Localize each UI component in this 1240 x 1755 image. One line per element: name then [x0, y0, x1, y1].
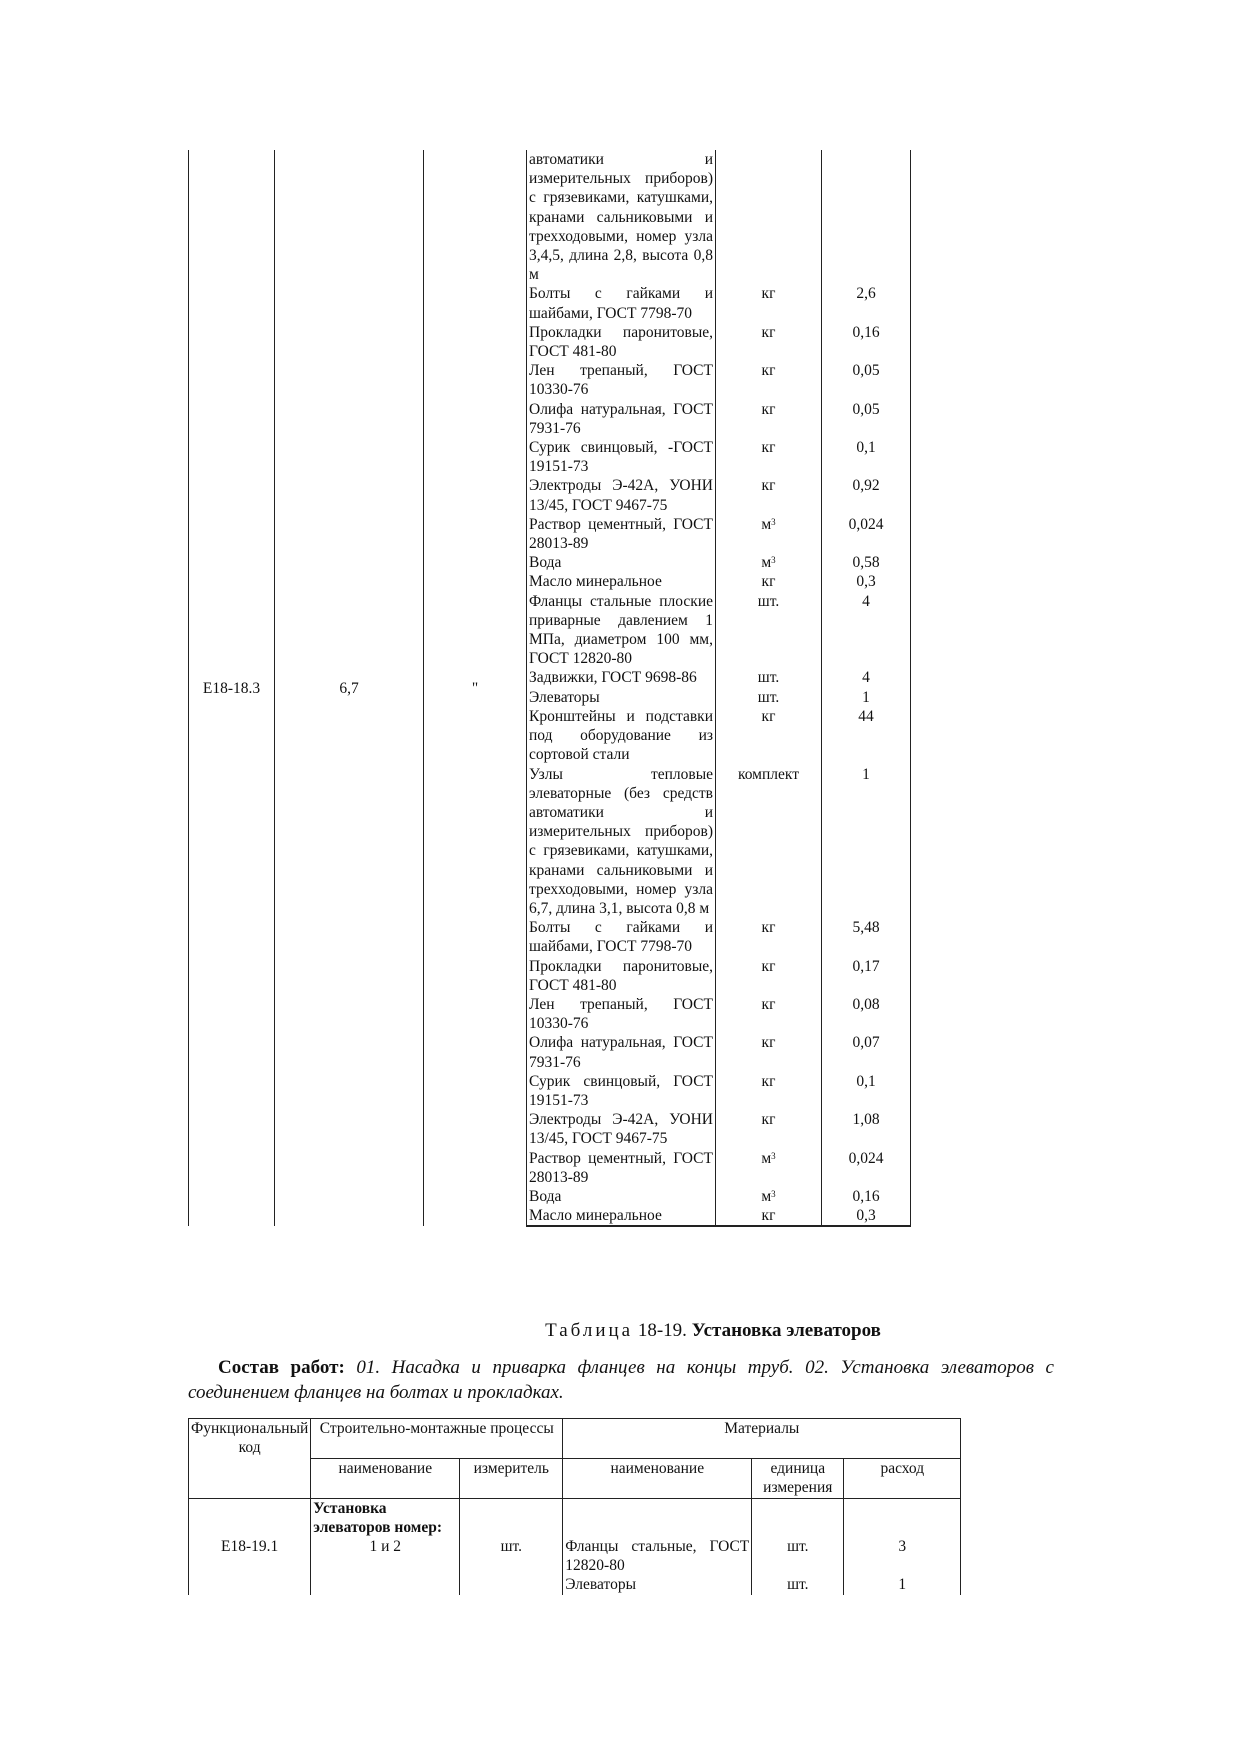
material-name: Болты с гайками и шайбами, ГОСТ 7798-70: [527, 284, 716, 322]
unit-text: кг: [761, 1207, 776, 1225]
caption-prefix: Таблица: [545, 1320, 634, 1341]
material-amount: 0,024: [822, 1149, 911, 1187]
unit-text: шт.: [757, 669, 780, 687]
row-process: 1 и 2: [369, 1538, 402, 1556]
material-unit: [716, 572, 822, 591]
material-name: Сурик свинцовый, -ГОСТ 19151-73: [527, 438, 716, 476]
material-name: Фланцы стальные, ГОСТ 12820-80: [565, 1538, 750, 1575]
unit-text: кг: [761, 1034, 776, 1052]
unit-text: кг: [761, 400, 776, 418]
material-name: автоматики и измерительных приборов) с грязевиками, катушками, кранами сальниковыми и трехходовыми, номер узла 3,4,5, длина 2,8, высота 0,8 м: [527, 150, 716, 284]
material-name: Прокладки паронитовые, ГОСТ 481-80: [527, 957, 716, 995]
material-amount: 1,08: [822, 1110, 911, 1148]
material-name: Сурик свинцовый, ГОСТ 19151-73: [527, 1072, 716, 1110]
material-name: Раствор цементный, ГОСТ 28013-89: [527, 515, 716, 553]
material-row: [189, 150, 911, 284]
header-amount: расход: [844, 1459, 961, 1499]
material-name: Фланцы стальные плоские приварные давлением 1 МПа, диаметром 100 мм, ГОСТ 12820-80: [527, 592, 716, 669]
material-unit: [716, 995, 822, 1033]
material-amount: 1: [822, 688, 911, 707]
unit-text: м: [761, 1149, 772, 1167]
header-processes: Строительно-монтажные процессы: [311, 1419, 563, 1459]
material-unit: [716, 1033, 822, 1071]
material-amount: 2,6: [822, 284, 911, 322]
material-amount: 0,024: [822, 515, 911, 553]
material-unit: [716, 1149, 822, 1187]
elevator-installation-table: [188, 1418, 961, 1595]
material-name: Элеваторы: [565, 1576, 636, 1594]
material-amount: 0,17: [822, 957, 911, 995]
material-amount: 0,92: [822, 476, 911, 514]
material-unit: [716, 476, 822, 514]
unit-text: шт.: [757, 688, 780, 706]
row-units-cell: [752, 1499, 844, 1595]
caption-number: 18-19.: [637, 1320, 687, 1341]
material-unit: [716, 1110, 822, 1148]
material-amount: 4: [822, 668, 911, 687]
material-amount: 0,3: [822, 572, 911, 591]
material-amount: 0,08: [822, 995, 911, 1033]
row-materials-cell: [563, 1499, 752, 1595]
material-name: Олифа натуральная, ГОСТ 7931-76: [527, 400, 716, 438]
process-cell: 6,7: [275, 150, 424, 1226]
row-amounts-cell: [844, 1499, 961, 1595]
material-amount: 0,05: [822, 400, 911, 438]
material-amount: 0,07: [822, 1033, 911, 1071]
material-unit: [716, 284, 822, 322]
material-name: Вода: [527, 553, 716, 572]
material-name: Вода: [527, 1187, 716, 1206]
material-name: Лен трепаный, ГОСТ 10330-76: [527, 995, 716, 1033]
material-unit: [716, 1187, 822, 1206]
row-code: Е18-19.1: [221, 1538, 279, 1555]
unit-text: кг: [761, 439, 776, 457]
unit-text: шт.: [757, 592, 780, 610]
material-name: Болты с гайками и шайбами, ГОСТ 7798-70: [527, 918, 716, 956]
material-amount: 0,3: [822, 1206, 911, 1226]
unit-superscript: 3: [771, 1188, 776, 1199]
materials-continuation-table: [188, 150, 911, 1227]
header-process-name: наименование: [311, 1459, 460, 1499]
unit-text: кг: [761, 573, 776, 591]
material-amount: 0,16: [822, 1187, 911, 1206]
material-unit: [716, 553, 822, 572]
material-amount: 0,1: [822, 438, 911, 476]
unit-text: кг: [761, 285, 776, 303]
material-unit: [716, 592, 822, 669]
unit-text: комплект: [737, 765, 800, 783]
material-name: Кронштейны и подставки под оборудование из сортовой стали: [527, 707, 716, 765]
composition-label: Состав работ:: [218, 1357, 345, 1378]
unit-text: м: [761, 515, 772, 533]
unit-text: кг: [761, 1072, 776, 1090]
work-composition: [188, 1355, 1054, 1405]
material-unit: [716, 918, 822, 956]
material-amount: 3: [898, 1538, 907, 1555]
material-unit: [716, 515, 822, 553]
material-unit: [716, 438, 822, 476]
material-amount: 4: [822, 592, 911, 669]
header-material-name: наименование: [563, 1459, 752, 1499]
meter-cell: ": [424, 150, 527, 1226]
unit-superscript: 3: [771, 1150, 776, 1161]
unit-text: кг: [761, 995, 776, 1013]
material-unit: [716, 668, 822, 687]
material-name: Узлы тепловые элеваторные (без средств автоматики и измерительных приборов) с грязевиками, катушками, кранами сальниковыми и трехходовыми, номер узла 6,7, длина 3,1, высота 0,8 м: [527, 765, 716, 919]
material-unit: [716, 150, 822, 284]
row-process-cell: [311, 1499, 460, 1595]
material-name: Электроды Э-42А, УОНИ 13/45, ГОСТ 9467-75: [527, 476, 716, 514]
table-caption: [188, 1320, 1238, 1342]
unit-text: кг: [761, 362, 776, 380]
material-unit: [716, 957, 822, 995]
material-name: Олифа натуральная, ГОСТ 7931-76: [527, 1033, 716, 1071]
material-name: Раствор цементный, ГОСТ 28013-89: [527, 1149, 716, 1187]
header-meter: измеритель: [460, 1459, 563, 1499]
material-amount: 0,05: [822, 361, 911, 399]
material-name: Электроды Э-42А, УОНИ 13/45, ГОСТ 9467-75: [527, 1110, 716, 1148]
composition-text: 01. Насадка и приварка фланцев на концы труб. 02. Установка элеваторов с соединением фланцев на болтах и прокладках.: [188, 1357, 1054, 1403]
material-amount: 5,48: [822, 918, 911, 956]
material-unit: шт.: [787, 1538, 809, 1555]
unit-text: м: [761, 1187, 772, 1205]
material-unit: [716, 688, 822, 707]
header-code: Функциональный код: [189, 1419, 311, 1499]
unit-text: кг: [761, 1111, 776, 1129]
material-unit: [716, 400, 822, 438]
material-amount: 1: [898, 1576, 907, 1593]
unit-superscript: 3: [771, 555, 776, 566]
material-amount: 0,58: [822, 553, 911, 572]
material-name: Прокладки паронитовые, ГОСТ 481-80: [527, 323, 716, 361]
header-materials: Материалы: [563, 1419, 961, 1459]
unit-text: м: [761, 554, 772, 572]
unit-text: кг: [761, 957, 776, 975]
material-unit: [716, 707, 822, 765]
unit-text: кг: [761, 707, 776, 725]
material-amount: 0,1: [822, 1072, 911, 1110]
unit-text: кг: [761, 323, 776, 341]
material-unit: шт.: [787, 1576, 809, 1593]
material-name: Элеваторы: [527, 688, 716, 707]
row-meter: шт.: [500, 1538, 522, 1555]
row-meter-cell: [460, 1499, 563, 1595]
material-amount: [822, 150, 911, 284]
material-name: Масло минеральное: [527, 572, 716, 591]
code-cell: Е18-18.3: [189, 150, 275, 1226]
material-name: Задвижки, ГОСТ 9698-86: [527, 668, 716, 687]
unit-text: кг: [761, 919, 776, 937]
material-amount: 0,16: [822, 323, 911, 361]
material-unit: [716, 1072, 822, 1110]
material-amount: 44: [822, 707, 911, 765]
material-unit: [716, 323, 822, 361]
caption-title: Установка элеваторов: [691, 1320, 881, 1341]
material-unit: [716, 361, 822, 399]
unit-text: кг: [761, 477, 776, 495]
material-unit: [716, 1206, 822, 1226]
unit-superscript: 3: [771, 516, 776, 527]
material-amount: 1: [822, 765, 911, 919]
group-title: Установка элеваторов номер:: [313, 1500, 442, 1537]
material-name: Лен трепаный, ГОСТ 10330-76: [527, 361, 716, 399]
material-name: Масло минеральное: [527, 1206, 716, 1226]
header-unit: единица измерения: [752, 1459, 844, 1499]
row-code-cell: [189, 1499, 311, 1595]
material-unit: [716, 765, 822, 919]
